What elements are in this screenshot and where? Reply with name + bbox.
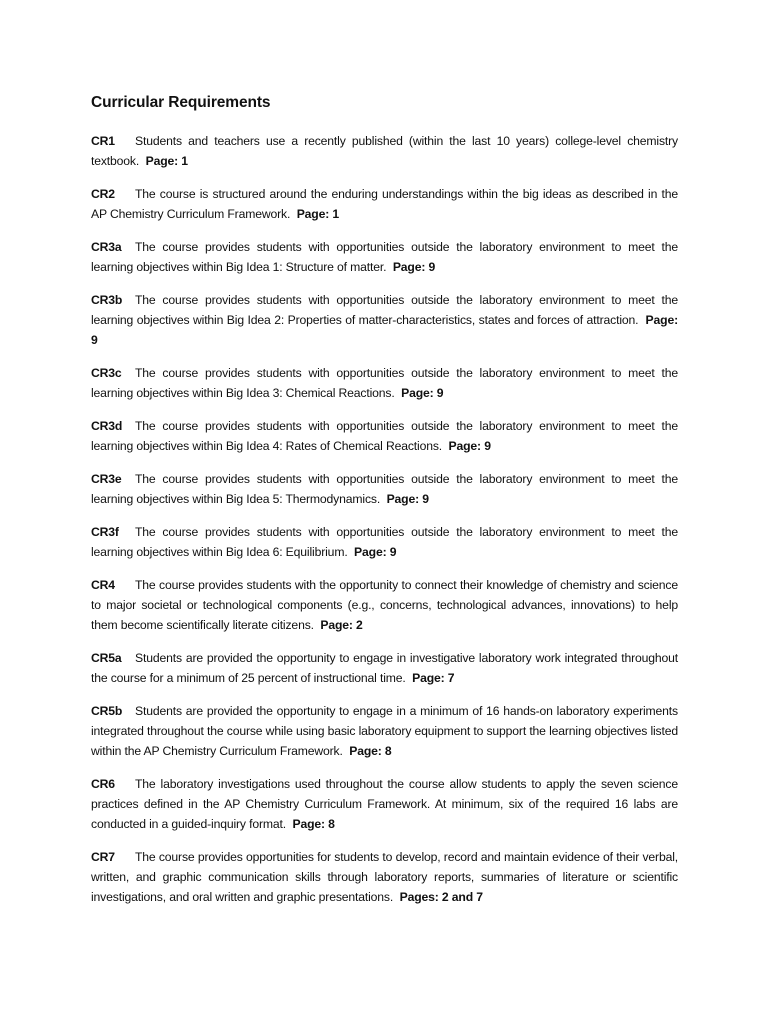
requirement-cr5a <box>91 648 678 688</box>
requirement-cr6 <box>91 774 678 834</box>
page-reference: Page: 2 <box>320 618 363 632</box>
document-page <box>91 92 678 920</box>
page-reference: Page: 9 <box>354 545 397 559</box>
requirement-text: The course provides students with opportunities outside the laboratory environment to meet the learning objectives within Big Idea 5: Thermodynamics. <box>91 472 678 506</box>
page-reference: Page: 7 <box>412 671 455 685</box>
requirement-cr1 <box>91 131 678 171</box>
page-reference: Page: 9 <box>392 260 436 274</box>
page-reference: Page: 9 <box>386 492 429 506</box>
requirement-cr3e <box>91 469 678 509</box>
requirement-cr3c <box>91 363 678 403</box>
requirement-cr3a <box>91 237 678 277</box>
requirement-text: The course provides students with opportunities outside the laboratory environment to meet the learning objectives within Big Idea 2: Properties of matter-characteristics, states and forces of attraction. <box>91 293 678 327</box>
requirement-text: The course provides opportunities for students to develop, record and maintain evidence of their verbal, written, and graphic communication skills through laboratory reports, summaries of literature or scientific investigations, and oral written and graphic presentations. <box>91 850 678 904</box>
page-reference: Page: 1 <box>296 207 339 221</box>
requirement-cr3b <box>91 290 678 350</box>
requirement-code: CR3f <box>91 525 119 539</box>
requirement-code: CR3e <box>91 472 122 486</box>
requirement-code: CR5a <box>91 651 122 665</box>
requirement-code: CR2 <box>91 187 115 201</box>
requirement-code: CR1 <box>91 134 115 148</box>
requirement-cr4 <box>91 575 678 635</box>
requirement-text: The laboratory investigations used throughout the course allow students to apply the seven science practices defined in the AP Chemistry Curriculum Framework. At minimum, six of the required 16 labs are conducted in a guided-inquiry format. <box>91 777 678 831</box>
page-reference: Page: 9 <box>448 439 491 453</box>
page-reference: Page: 9 <box>401 386 444 400</box>
page-reference: Pages: 2 and 7 <box>399 890 483 904</box>
page-reference: Page: 8 <box>292 817 335 831</box>
requirement-text: The course is structured around the enduring understandings within the big ideas as described in the AP Chemistry Curriculum Framework. <box>91 187 678 221</box>
requirement-cr3f <box>91 522 678 562</box>
requirement-code: CR4 <box>91 578 115 592</box>
requirement-code: CR3d <box>91 419 123 433</box>
requirement-text: The course provides students with opportunities outside the laboratory environment to meet the learning objectives within Big Idea 6: Equilibrium. <box>91 525 678 559</box>
requirement-text: The course provides students with opportunities outside the laboratory environment to meet the learning objectives within Big Idea 1: Structure of matter. <box>91 240 678 274</box>
requirement-code: CR3c <box>91 366 122 380</box>
requirement-code: CR6 <box>91 777 115 791</box>
page-reference: Page: 8 <box>349 744 392 758</box>
requirement-code: CR3a <box>91 240 122 254</box>
requirement-text: The course provides students with opportunities outside the laboratory environment to meet the learning objectives within Big Idea 4: Rates of Chemical Reactions. <box>91 419 678 453</box>
requirement-cr7 <box>91 847 678 907</box>
page-reference: Page: 9 <box>91 313 678 347</box>
requirement-text: Students are provided the opportunity to engage in a minimum of 16 hands-on laboratory experiments integrated throughout the course while using basic laboratory equipment to support the learning objectives listed within the AP Chemistry Curriculum Framework. <box>91 704 678 758</box>
requirement-text: The course provides students with opportunities outside the laboratory environment to meet the learning objectives within Big Idea 3: Chemical Reactions. <box>91 366 678 400</box>
requirement-text: The course provides students with the opportunity to connect their knowledge of chemistry and science to major societal or technological components (e.g., concerns, technological advances, innovations) to help them become scientifically literate citizens. <box>91 578 678 632</box>
requirement-text: Students are provided the opportunity to engage in investigative laboratory work integrated throughout the course for a minimum of 25 percent of instructional time. <box>91 651 678 685</box>
requirement-cr3d <box>91 416 678 456</box>
page-reference: Page: 1 <box>145 154 188 168</box>
page-title: Curricular Requirements <box>91 94 271 111</box>
requirement-code: CR7 <box>91 850 115 864</box>
requirement-cr2 <box>91 184 678 224</box>
requirement-text: Students and teachers use a recently published (within the last 10 years) college-level chemistry textbook. <box>91 134 678 168</box>
requirement-cr5b <box>91 701 678 761</box>
requirement-code: CR5b <box>91 704 123 718</box>
requirement-code: CR3b <box>91 293 123 307</box>
